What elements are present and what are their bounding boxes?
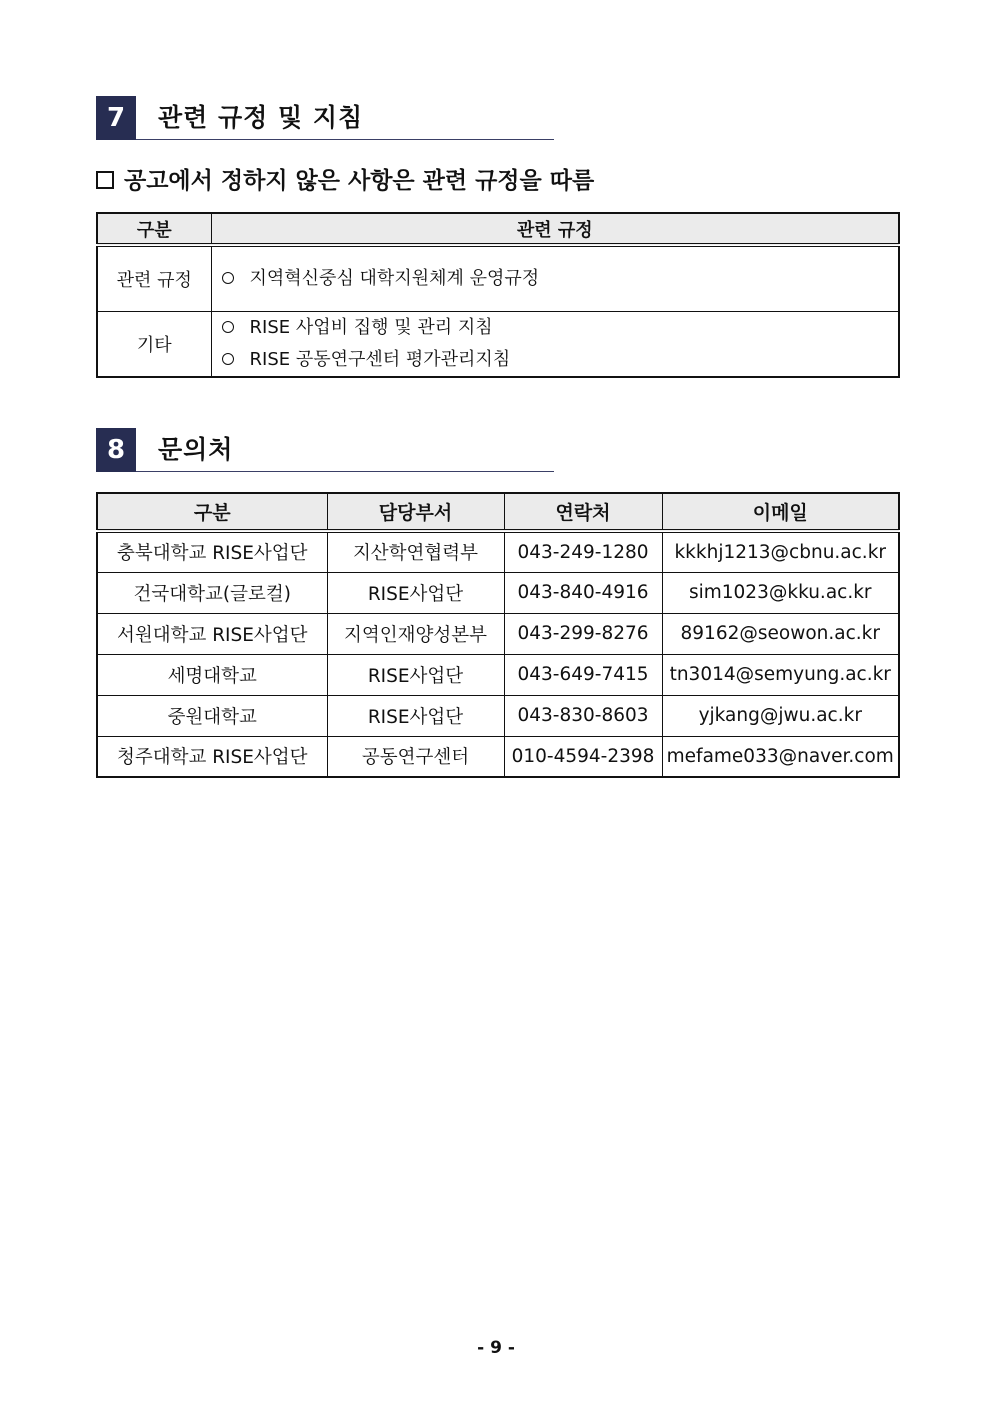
list-item xyxy=(222,312,899,344)
table-row xyxy=(97,245,899,311)
item-text: RISE 공동연구센터 평가관리지침 xyxy=(249,348,511,370)
cell-email: sim1023@kku.ac.kr xyxy=(662,572,899,613)
cell-phone: 043-299-8276 xyxy=(504,613,662,654)
table-row xyxy=(97,572,899,613)
section-7-header xyxy=(96,96,554,140)
column-header: 구분 xyxy=(97,493,327,531)
list-item xyxy=(222,344,899,376)
cell-department: RISE사업단 xyxy=(327,572,504,613)
table-header-row xyxy=(97,213,899,245)
section-7-number: 7 xyxy=(96,96,136,140)
cell-email: mefame033@naver.com xyxy=(662,736,899,777)
table-row xyxy=(97,736,899,777)
item-text: 지역혁신중심 대학지원체계 운영규정 xyxy=(249,267,540,289)
table-row xyxy=(97,613,899,654)
cell-institution: 중원대학교 xyxy=(97,695,327,736)
cell-phone: 010-4594-2398 xyxy=(504,736,662,777)
column-header: 구분 xyxy=(97,213,211,245)
cell-email: kkkhj1213@cbnu.ac.kr xyxy=(662,531,899,572)
cell-phone: 043-840-4916 xyxy=(504,572,662,613)
cell-department: 공동연구센터 xyxy=(327,736,504,777)
column-header: 관련 규정 xyxy=(211,213,899,245)
cell-email: tn3014@semyung.ac.kr xyxy=(662,654,899,695)
cell-institution: 건국대학교(글로컬) xyxy=(97,572,327,613)
notice-line xyxy=(96,164,594,198)
row-items xyxy=(211,311,899,377)
table-row xyxy=(97,695,899,736)
row-category: 기타 xyxy=(97,311,211,377)
regulation-table xyxy=(96,212,900,378)
notice-text: 공고에서 정하지 않은 사항은 관련 규정을 따름 xyxy=(124,168,595,194)
column-header: 이메일 xyxy=(662,493,899,531)
circle-bullet-icon xyxy=(222,353,234,365)
cell-institution: 세명대학교 xyxy=(97,654,327,695)
checkbox-square-icon xyxy=(96,171,114,189)
column-header: 담당부서 xyxy=(327,493,504,531)
column-header: 연락처 xyxy=(504,493,662,531)
list-item xyxy=(222,263,899,295)
cell-phone: 043-649-7415 xyxy=(504,654,662,695)
section-7-title: 관련 규정 및 지침 xyxy=(158,103,364,132)
cell-email: yjkang@jwu.ac.kr xyxy=(662,695,899,736)
cell-institution: 서원대학교 RISE사업단 xyxy=(97,613,327,654)
cell-department: 지산학연협력부 xyxy=(327,531,504,572)
cell-email: 89162@seowon.ac.kr xyxy=(662,613,899,654)
table-header-row xyxy=(97,493,899,531)
cell-department: 지역인재양성본부 xyxy=(327,613,504,654)
table-row xyxy=(97,311,899,377)
circle-bullet-icon xyxy=(222,321,234,333)
cell-department: RISE사업단 xyxy=(327,695,504,736)
cell-phone: 043-830-8603 xyxy=(504,695,662,736)
table-row xyxy=(97,531,899,572)
row-category: 관련 규정 xyxy=(97,245,211,311)
row-items xyxy=(211,245,899,311)
cell-institution: 충북대학교 RISE사업단 xyxy=(97,531,327,572)
page-number: - 9 - xyxy=(477,1338,515,1358)
cell-department: RISE사업단 xyxy=(327,654,504,695)
table-row xyxy=(97,654,899,695)
circle-bullet-icon xyxy=(222,272,234,284)
cell-institution: 청주대학교 RISE사업단 xyxy=(97,736,327,777)
section-8-header xyxy=(96,428,554,472)
cell-phone: 043-249-1280 xyxy=(504,531,662,572)
item-text: RISE 사업비 집행 및 관리 지침 xyxy=(249,316,493,338)
section-8-number: 8 xyxy=(96,428,136,472)
contact-table xyxy=(96,492,900,778)
section-8-title: 문의처 xyxy=(158,435,234,464)
